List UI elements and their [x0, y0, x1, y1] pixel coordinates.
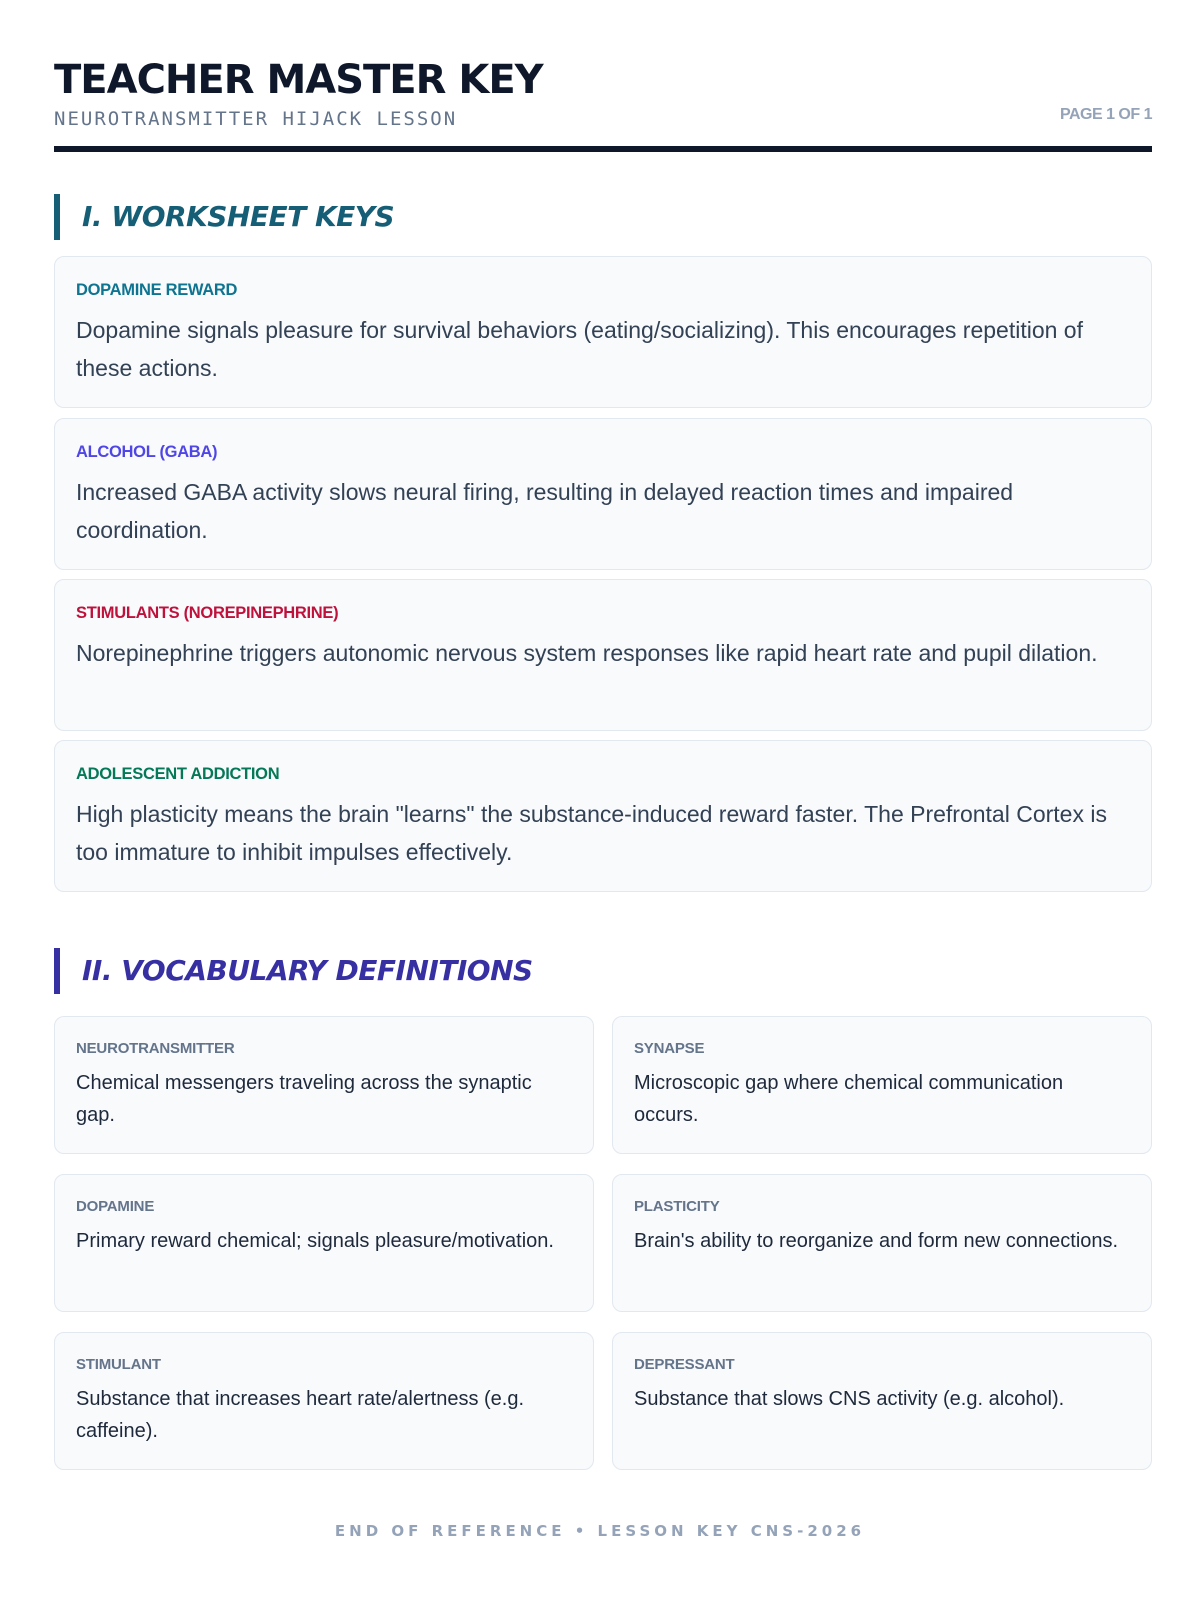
vocab-definition: Chemical messengers traveling across the synaptic gap. — [76, 1072, 532, 1126]
section-heading-vocabulary: II. VOCABULARY DEFINITIONS — [54, 948, 533, 994]
vocab-card-plasticity — [612, 1174, 1152, 1312]
vocab-definition: Primary reward chemical; signals pleasure/motivation. — [76, 1230, 554, 1252]
key-label: ALCOHOL (GABA) — [76, 443, 218, 461]
vocab-card-stimulant — [54, 1332, 594, 1470]
vocab-term: DOPAMINE — [76, 1198, 155, 1215]
page-footer: END OF REFERENCE • LESSON KEY CNS-2026 — [334, 1522, 866, 1540]
vocab-definition: Microscopic gap where chemical communication occurs. — [634, 1072, 1064, 1126]
master-key-page — [54, 0, 1152, 1442]
vocab-term: SYNAPSE — [634, 1040, 705, 1057]
vocab-term: STIMULANT — [76, 1356, 161, 1373]
vocab-definition: Substance that increases heart rate/alertness (e.g. caffeine). — [76, 1388, 525, 1442]
key-label: ADOLESCENT ADDICTION — [76, 765, 280, 783]
vocab-card-depressant — [612, 1332, 1152, 1470]
worksheet-key-card-alcohol — [54, 418, 1152, 570]
worksheet-key-card-adolescent-addiction — [54, 740, 1152, 892]
key-label: DOPAMINE REWARD — [76, 281, 238, 299]
section-heading-worksheet-keys: I. WORKSHEET KEYS — [54, 194, 394, 240]
page-indicator: PAGE 1 OF 1 — [1059, 106, 1152, 123]
vocab-card-dopamine — [54, 1174, 594, 1312]
page-title: TEACHER MASTER KEY — [54, 57, 543, 103]
worksheet-key-card-dopamine-reward — [54, 256, 1152, 408]
key-text: Dopamine signals pleasure for survival behaviors (eating/socializing). This encourages repetition of these actions. — [76, 317, 1083, 381]
vocab-card-synapse — [612, 1016, 1152, 1154]
vocab-definition: Brain's ability to reorganize and form new connections. — [634, 1230, 1119, 1252]
worksheet-key-card-stimulants — [54, 579, 1152, 731]
key-label: STIMULANTS (NOREPINEPHRINE) — [76, 604, 339, 622]
key-text: Increased GABA activity slows neural firing, resulting in delayed reaction times and impaired coordination. — [76, 479, 1014, 543]
vocab-term: PLASTICITY — [634, 1198, 720, 1215]
vocab-term: DEPRESSANT — [634, 1356, 735, 1373]
vocab-term: NEUROTRANSMITTER — [76, 1040, 235, 1057]
page-subtitle: NEUROTRANSMITTER HIJACK LESSON — [54, 108, 458, 130]
vocab-definition: Substance that slows CNS activity (e.g. alcohol). — [634, 1388, 1065, 1410]
page-header — [54, 0, 1152, 152]
vocab-card-neurotransmitter — [54, 1016, 594, 1154]
key-text: Norepinephrine triggers autonomic nervous system responses like rapid heart rate and pupil dilation. — [76, 640, 1098, 666]
key-text: High plasticity means the brain "learns" the substance-induced reward faster. The Prefrontal Cortex is too immature to inhibit impulses effectively. — [76, 801, 1107, 865]
